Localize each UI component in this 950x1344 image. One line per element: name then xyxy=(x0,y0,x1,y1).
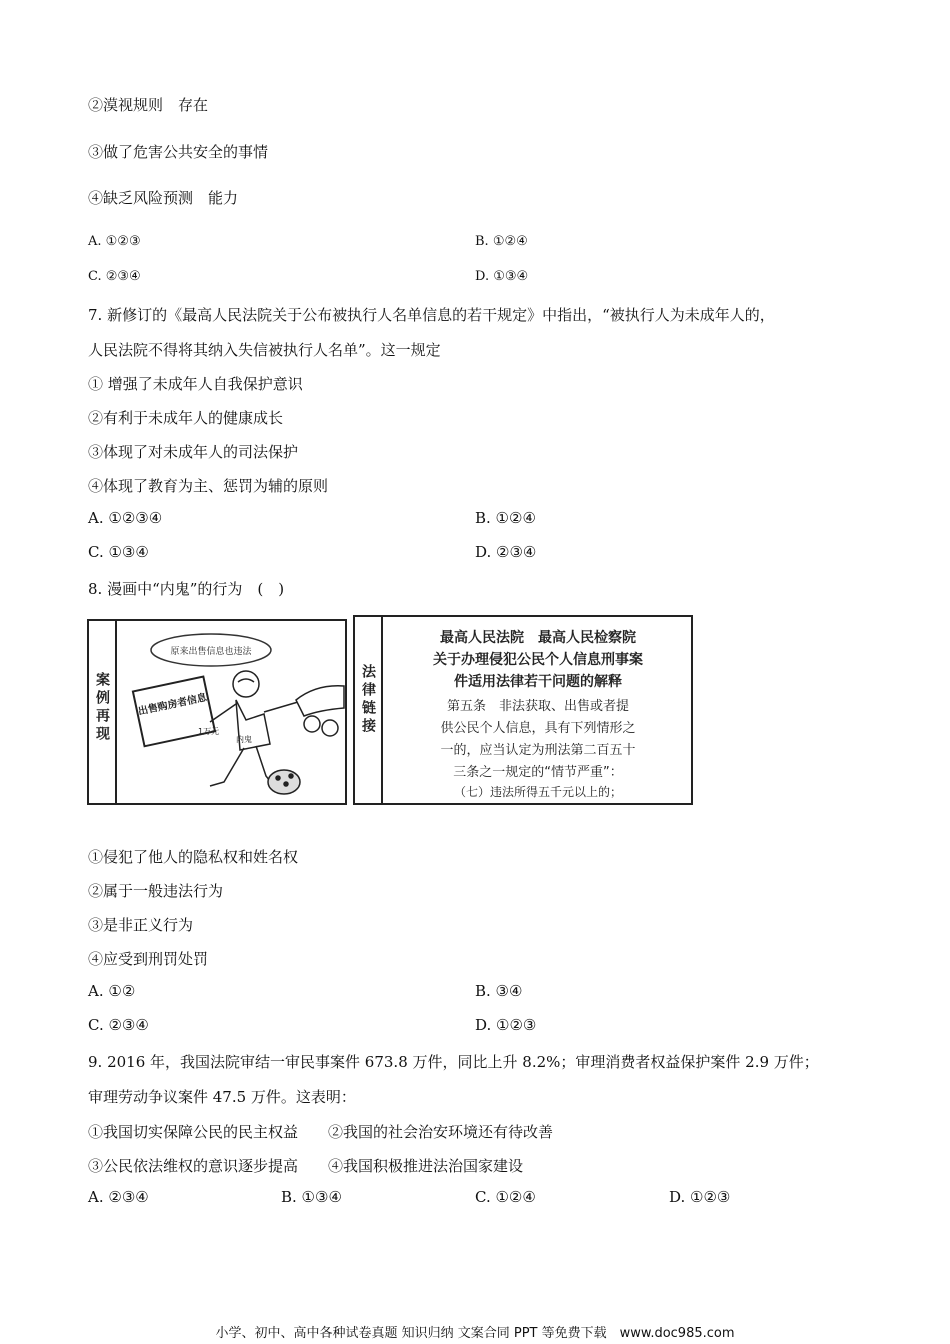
comic-speech: 原来出售信息也违法 xyxy=(170,647,252,657)
q8-option-b: B. ③④ xyxy=(475,982,523,1000)
q6-item-4: ④缺乏风险预测 能力 xyxy=(88,189,239,207)
q8-option-a: A. ①② xyxy=(88,982,136,1000)
law-title-1: 最高人民法院 最高人民检察院 xyxy=(440,630,636,646)
law-body-2: 供公民个人信息，具有下列情形之 xyxy=(440,721,636,736)
q6-item-2: ②漠视规则 存在 xyxy=(88,96,209,114)
comic-figure-tag: 内鬼 xyxy=(236,735,252,744)
q8-option-c: C. ②③④ xyxy=(88,1016,149,1034)
q8-comic xyxy=(86,612,696,808)
q7-item-1: ① 增强了未成年人自我保护意识 xyxy=(88,375,303,393)
q9-option-a: A. ②③④ xyxy=(88,1188,149,1206)
q7-option-b: B. ①②④ xyxy=(475,509,536,527)
q7-option-c: C. ①③④ xyxy=(88,543,149,561)
q9-items-row2: ③公民依法维权的意识逐步提高 ④我国积极推进法治国家建设 xyxy=(88,1157,524,1175)
q8-item-1: ①侵犯了他人的隐私权和姓名权 xyxy=(88,848,299,866)
law-title-3: 件适用法律若干问题的解释 xyxy=(454,674,622,690)
q7-item-2: ②有利于未成年人的健康成长 xyxy=(88,409,284,427)
q7-stem-line1: 7. 新修订的《最高人民法院关于公布被执行人名单信息的若干规定》中指出，“被执行人为未成年人的， xyxy=(88,306,775,324)
q6-option-c: C. ②③④ xyxy=(88,269,141,284)
q8-option-d: D. ①②③ xyxy=(475,1016,537,1034)
comic-screen-text: 出售购房者信息 xyxy=(137,692,208,718)
q6-option-d: D. ①③④ xyxy=(475,269,529,284)
q9-option-c: C. ①②④ xyxy=(475,1188,536,1206)
q9-stem-line1: 9. 2016 年，我国法院审结一审民事案件 673.8 万件，同比上升 8.2%；审理消费者权益保护案件 2.9 万件； xyxy=(88,1053,819,1071)
q9-option-b: B. ①③④ xyxy=(281,1188,342,1206)
comic-money-bag xyxy=(268,770,300,794)
page-footer: 小学、初中、高中各种试卷真题 知识归纳 文案合同 PPT 等免费下载 www.doc985.com xyxy=(215,1326,735,1341)
q6-option-a: A. ①②③ xyxy=(88,234,141,249)
comic-left-label: 案例再现 xyxy=(94,672,110,744)
q6-item-3: ③做了危害公共安全的事情 xyxy=(88,143,269,161)
q8-item-2: ②属于一般违法行为 xyxy=(88,882,224,900)
law-body-1: 第五条 非法获取、出售或者提 xyxy=(446,699,630,714)
q8-item-4: ④应受到刑罚处罚 xyxy=(88,950,209,968)
q7-item-3: ③体现了对未成年人的司法保护 xyxy=(88,443,299,461)
q9-option-d: D. ①②③ xyxy=(669,1188,731,1206)
law-body-4: 三条之一规定的“情节严重”： xyxy=(453,765,623,780)
q7-stem-line2: 人民法院不得将其纳入失信被执行人名单”。这一规定 xyxy=(88,341,441,359)
q8-stem: 8. 漫画中“内鬼”的行为 ( ) xyxy=(88,580,285,598)
q9-items-row1: ①我国切实保障公民的民主权益 ②我国的社会治安环境还有待改善 xyxy=(88,1123,554,1141)
law-body-3: 一的，应当认定为刑法第二百五十 xyxy=(440,743,636,758)
q6-option-b: B. ①②④ xyxy=(475,234,528,249)
q7-option-d: D. ②③④ xyxy=(475,543,537,561)
law-body-5: （七）违法所得五千元以上的； xyxy=(453,785,623,799)
q7-item-4: ④体现了教育为主、惩罚为辅的原则 xyxy=(88,477,329,495)
comic-money-tag: 1万元 xyxy=(198,727,220,736)
q7-option-a: A. ①②③④ xyxy=(88,509,163,527)
q8-item-3: ③是非正义行为 xyxy=(88,916,194,934)
law-title-2: 关于办理侵犯公民个人信息刑事案 xyxy=(433,652,643,668)
q9-stem-line2: 审理劳动争议案件 47.5 万件。这表明： xyxy=(88,1088,356,1106)
comic-right-label: 法律链接 xyxy=(360,664,376,736)
